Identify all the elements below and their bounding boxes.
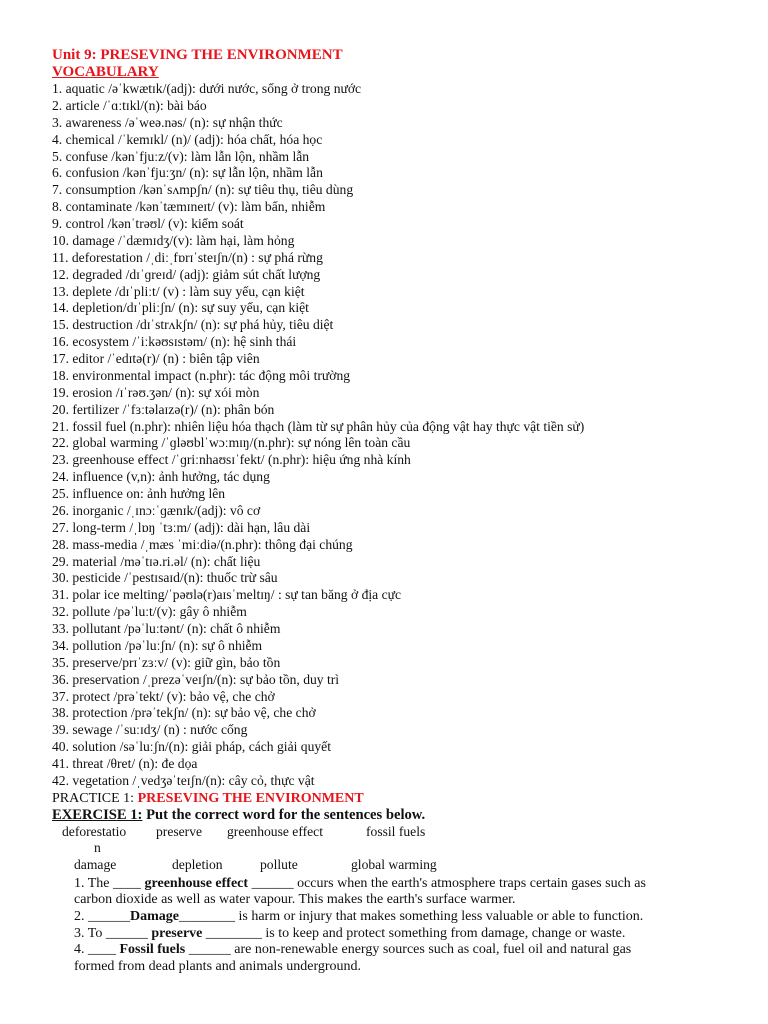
vocabulary-heading: VOCABULARY [52, 64, 159, 80]
word-bank-item: preserve [156, 823, 203, 839]
word-bank-item: damage [74, 856, 117, 872]
vocab-item: 7. consumption /kənˈsʌmpʃn/ (n): sự tiêu thụ, tiêu dùng [52, 182, 354, 198]
practice-heading [52, 790, 752, 807]
word-bank [52, 824, 752, 876]
vocab-item: 15. destruction /dɪˈstrʌkʃn/ (n): sự phá hủy, tiêu diệt [52, 317, 334, 333]
vocab-item: 16. ecosystem /ˈiːkəʊsɪstəm/ (n): hệ sinh thái [52, 334, 297, 350]
question-text: 2. ______ [74, 908, 130, 924]
question-line [52, 959, 752, 976]
vocab-item: 8. contaminate /kənˈtæmɪneɪt/ (v): làm bẩn, nhiễm [52, 199, 326, 215]
vocab-item: 9. control /kənˈtrəʊl/ (v): kiểm soát [52, 216, 244, 231]
questions [52, 876, 752, 976]
vocab-item: 41. threat /θret/ (n): đe dọa [52, 756, 198, 771]
vocab-item: 29. material /məˈtɪə.ri.əl/ (n): chất liệu [52, 553, 261, 569]
question-text: carbon dioxide as well as water vapour. This makes the earth's surface warmer. [74, 892, 516, 908]
question-answer: greenhouse effect [144, 875, 249, 891]
unit-title: Unit 9: PRESEVING THE ENVIRONMENT [52, 47, 343, 63]
vocab-item: 26. inorganic /ˌɪnɔːˈɡænɪk/(adj): vô cơ [52, 502, 261, 518]
vocab-item: 17. editor /ˈedɪtə(r)/ (n) : biên tập viên [52, 351, 260, 366]
word-bank-item: global warming [351, 856, 437, 872]
question-line [52, 942, 752, 959]
question-text: 3. To ______ [74, 925, 152, 941]
question-text: 1. The ____ [74, 875, 145, 891]
vocab-item: 13. deplete /dɪˈpliːt/ (v) : làm suy yếu, cạn kiệt [52, 283, 305, 299]
vocab-item: 6. confusion /kənˈfjuːʒn/ (n): sự lẫn lộn, nhầm lẫn [52, 165, 323, 181]
question-text: ______ are non-renewable energy sources such as coal, fuel oil and natural gas [185, 942, 632, 958]
vocab-item: 12. degraded /dɪˈɡreɪd/ (adj): giảm sút chất lượng [52, 266, 321, 282]
question-answer: Damage [130, 908, 179, 924]
vocab-item: 30. pesticide /ˈpestɪsaɪd/(n): thuốc trừ sâu [52, 570, 278, 586]
word-bank-item: greenhouse effect [227, 823, 323, 839]
word-bank-wrap: n [94, 839, 101, 855]
practice-title: PRESEVING THE ENVIRONMENT [137, 790, 364, 806]
vocab-item: 38. protection /prəˈtekʃn/ (n): sự bảo vệ, che chở [52, 705, 316, 721]
vocab-item: 25. influence on: ảnh hưởng lên [52, 486, 226, 501]
question-line [52, 926, 752, 943]
exercise-heading [52, 807, 752, 824]
vocab-item: 11. deforestation /ˌdiːˌfɒrɪˈsteɪʃn/(n) : sự phá rừng [52, 249, 323, 265]
question-text: formed from dead plants and animals underground. [74, 958, 362, 974]
word-bank-item: fossil fuels [366, 823, 426, 839]
exercise-instruction: Put the correct word for the sentences below. [142, 806, 426, 823]
vocab-item: 34. pollution /pəˈluːʃn/ (n): sự ô nhiễm [52, 637, 263, 653]
question-answer: preserve [151, 925, 203, 941]
word-bank-item: deforestatio [62, 823, 127, 839]
question-text: ________ is to keep and protect something from damage, change or waste. [202, 925, 626, 941]
vocab-item: 20. fertilizer /ˈfɜːtəlaɪzə(r)/ (n): phân bón [52, 401, 275, 417]
vocab-item: 4. chemical /ˈkemɪkl/ (n)/ (adj): hóa chất, hóa học [52, 131, 323, 147]
vocab-item: 23. greenhouse effect /ˈɡriːnhaʊsɪˈfekt/ (n.phr): hiệu ứng nhà kính [52, 452, 411, 468]
vocab-item: 27. long-term /ˌlɒŋ ˈtɜːm/ (adj): dài hạn, lâu dài [52, 519, 311, 535]
vocab-item: 31. polar ice melting/ˈpəʊlə(r)aɪsˈmeltɪŋ/ : sự tan băng ở địa cực [52, 587, 402, 603]
vocab-item: 24. influence (v,n): ảnh hưởng, tác dụng [52, 469, 270, 485]
question-text: ______ occurs when the earth's atmosphere traps certain gases such as [248, 875, 646, 891]
question-line [52, 909, 752, 926]
practice-prefix: PRACTICE 1: [52, 790, 138, 806]
question-line [52, 876, 752, 893]
vocab-item: 32. pollute /pəˈluːt/(v): gây ô nhiễm [52, 604, 247, 620]
vocab-item: 28. mass-media /ˌmæs ˈmiːdiə/(n.phr): thông đại chúng [52, 536, 353, 552]
word-bank-item: depletion [172, 856, 223, 872]
vocab-item: 42. vegetation /ˌvedʒəˈteɪʃn/(n): cây cỏ, thực vật [52, 772, 315, 788]
vocab-item: 39. sewage /ˈsuːɪdʒ/ (n) : nước cống [52, 722, 248, 738]
vocab-item: 18. environmental impact (n.phr): tác động môi trường [52, 367, 351, 383]
vocab-item: 1. aquatic /əˈkwætɪk/(adj): dưới nước, sống ở trong nước [52, 81, 362, 96]
vocab-item: 21. fossil fuel (n.phr): nhiên liệu hóa thạch (làm từ sự phân hủy của động vật hay thực vật tiền sử) [52, 418, 585, 434]
exercise-label: EXERCISE 1: [52, 806, 143, 823]
vocab-item: 19. erosion /ɪˈrəʊ.ʒən/ (n): sự xói mòn [52, 384, 260, 400]
question-text: ________ is harm or injury that makes something less valuable or able to function. [179, 908, 644, 924]
vocab-item: 5. confuse /kənˈfjuːz/(v): làm lẫn lộn, nhầm lẫn [52, 148, 310, 164]
vocab-item: 36. preservation /ˌprezəˈveɪʃn/(n): sự bảo tồn, duy trì [52, 671, 340, 687]
vocab-item: 22. global warming /ˈɡləʊblˈwɔːmɪŋ/(n.phr): sự nóng lên toàn cầu [52, 435, 411, 451]
vocabulary-list [52, 81, 752, 790]
vocab-item: 2. article /ˈɑːtɪkl/(n): bài báo [52, 97, 207, 113]
vocab-item: 3. awareness /əˈweə.nəs/ (n): sự nhận thức [52, 114, 283, 130]
question-text: 4. ____ [74, 942, 120, 958]
question-line [52, 892, 752, 909]
vocab-item: 40. solution /səˈluːʃn/(n): giải pháp, cách giải quyết [52, 739, 331, 755]
document-page [52, 47, 752, 975]
question-answer: Fossil fuels [119, 942, 186, 958]
word-bank-item: pollute [260, 856, 298, 872]
vocab-item: 33. pollutant /pəˈluːtənt/ (n): chất ô nhiễm [52, 621, 281, 636]
vocab-item: 14. depletion/dɪˈpliːʃn/ (n): sự suy yếu, cạn kiệt [52, 300, 309, 316]
vocab-item: 37. protect /prəˈtekt/ (v): bảo vệ, che chở [52, 688, 275, 704]
vocab-item: 35. preserve/prɪˈzɜːv/ (v): giữ gìn, bảo tồn [52, 654, 281, 670]
vocab-item: 10. damage /ˈdæmɪdʒ/(v): làm hại, làm hỏng [52, 232, 295, 248]
